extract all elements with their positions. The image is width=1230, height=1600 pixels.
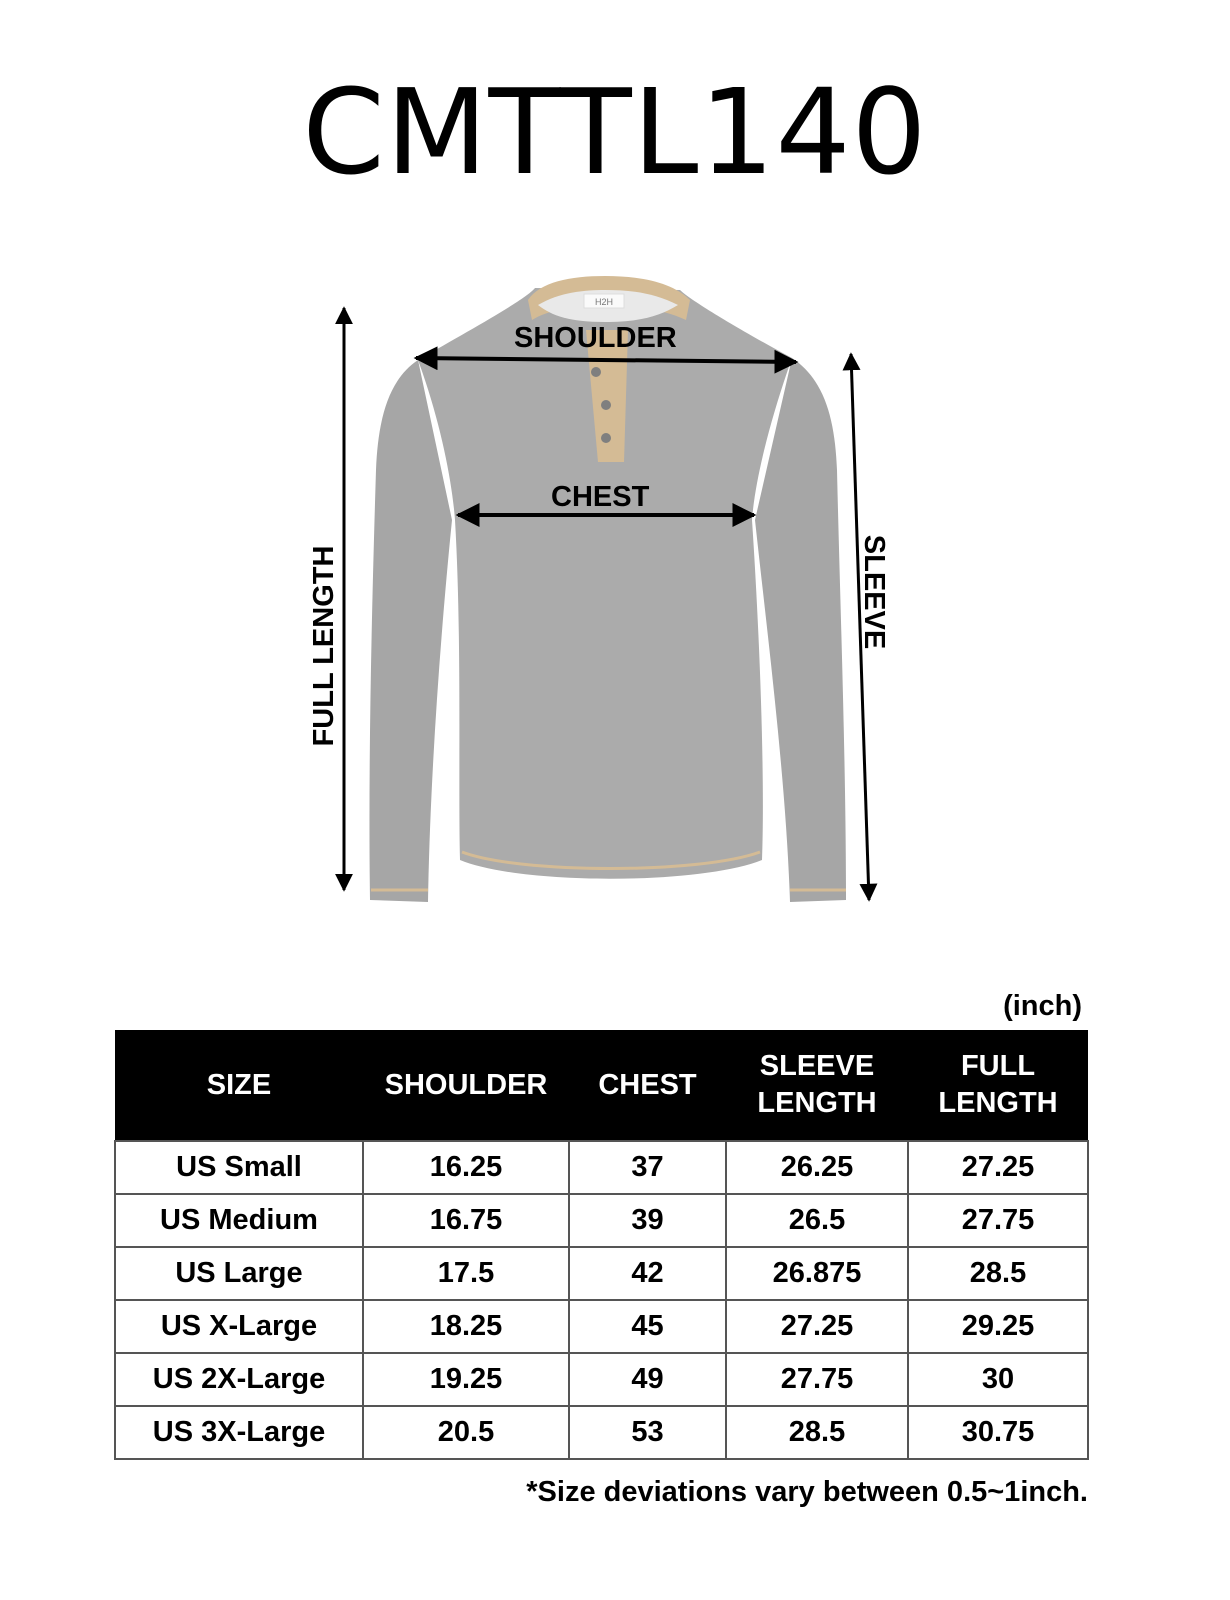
cell-full-length: 27.75 (908, 1194, 1088, 1247)
cell-size: US Small (115, 1141, 363, 1194)
header-sleeve-length: SLEEVE LENGTH (726, 1030, 908, 1141)
header-size: SIZE (115, 1030, 363, 1141)
table-header-row (115, 1030, 1088, 1141)
full-length-label: FULL LENGTH (308, 545, 340, 747)
cell-chest: 39 (569, 1194, 726, 1247)
cell-sleeve: 26.875 (726, 1247, 908, 1300)
cell-shoulder: 16.75 (363, 1194, 569, 1247)
sleeve-label: SLEEVE (858, 534, 890, 650)
cell-full-length: 30.75 (908, 1406, 1088, 1459)
cell-size: US Large (115, 1247, 363, 1300)
size-chart-table (114, 1030, 1089, 1460)
button-2 (601, 400, 611, 410)
left-sleeve (369, 360, 452, 902)
cell-sleeve: 28.5 (726, 1406, 908, 1459)
cell-shoulder: 17.5 (363, 1247, 569, 1300)
table-row (115, 1300, 1088, 1353)
cell-full-length: 30 (908, 1353, 1088, 1406)
header-shoulder: SHOULDER (363, 1030, 569, 1141)
button-3 (601, 433, 611, 443)
header-full-length: FULL LENGTH (908, 1030, 1088, 1141)
cell-shoulder: 19.25 (363, 1353, 569, 1406)
cell-sleeve: 27.25 (726, 1300, 908, 1353)
size-deviation-note: *Size deviations vary between 0.5~1inch. (526, 1476, 1088, 1508)
button-1 (591, 367, 601, 377)
cell-chest: 53 (569, 1406, 726, 1459)
table-row (115, 1406, 1088, 1459)
cell-size: US X-Large (115, 1300, 363, 1353)
table-row (115, 1194, 1088, 1247)
cell-sleeve: 26.5 (726, 1194, 908, 1247)
cell-chest: 37 (569, 1141, 726, 1194)
cell-chest: 45 (569, 1300, 726, 1353)
cell-shoulder: 16.25 (363, 1141, 569, 1194)
header-chest: CHEST (569, 1030, 726, 1141)
cell-full-length: 27.25 (908, 1141, 1088, 1194)
chest-label: CHEST (551, 481, 650, 513)
table-row (115, 1247, 1088, 1300)
collar-tag-text: H2H (594, 297, 614, 307)
cell-size: US Medium (115, 1194, 363, 1247)
cell-shoulder: 20.5 (363, 1406, 569, 1459)
cell-full-length: 29.25 (908, 1300, 1088, 1353)
cell-full-length: 28.5 (908, 1247, 1088, 1300)
cell-shoulder: 18.25 (363, 1300, 569, 1353)
cell-sleeve: 26.25 (726, 1141, 908, 1194)
cell-chest: 49 (569, 1353, 726, 1406)
shoulder-label: SHOULDER (514, 322, 677, 354)
table-row (115, 1353, 1088, 1406)
cell-chest: 42 (569, 1247, 726, 1300)
cell-size: US 3X-Large (115, 1406, 363, 1459)
product-code-title: CMTTL140 (302, 63, 928, 201)
right-sleeve (755, 358, 846, 902)
unit-label: (inch) (1003, 990, 1082, 1022)
cell-size: US 2X-Large (115, 1353, 363, 1406)
table-row (115, 1141, 1088, 1194)
cell-sleeve: 27.75 (726, 1353, 908, 1406)
